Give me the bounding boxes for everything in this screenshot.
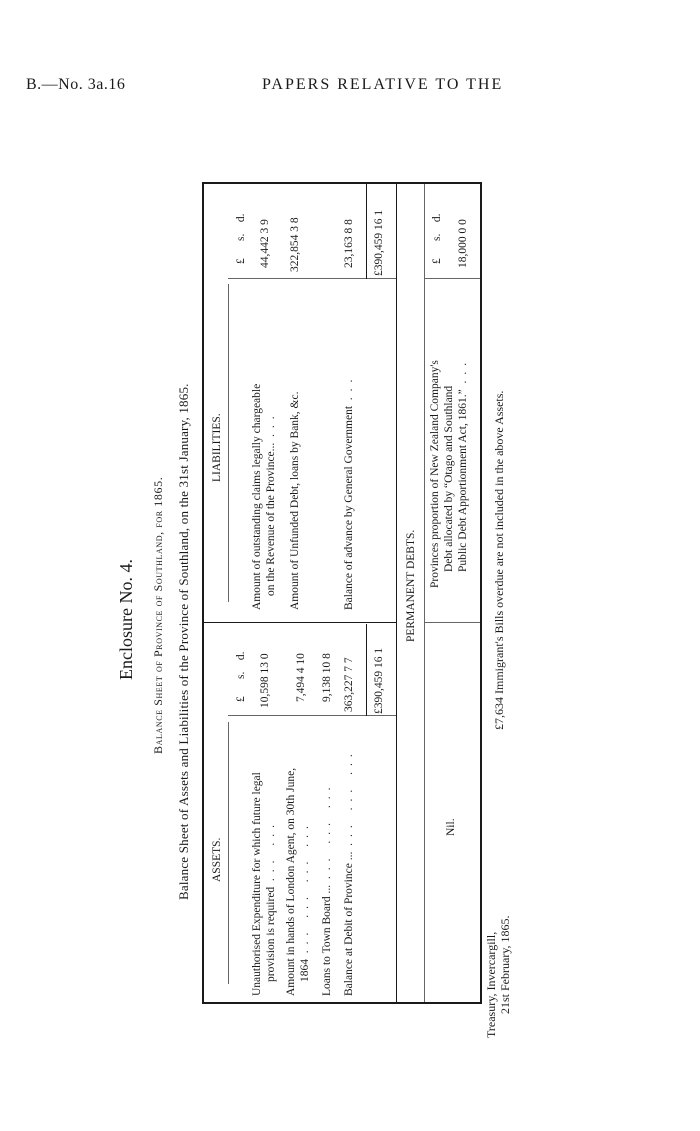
assets-total: £390,459 16 1	[373, 647, 385, 714]
asset-row-4-line1	[342, 748, 356, 996]
liability-row-2-line1: Amount of Unfunded Debt, loans by Bank, &c.	[289, 391, 301, 610]
permanent-currency-units	[430, 214, 444, 264]
footer-place: Treasury, Invercargill,	[484, 931, 498, 1038]
liability-row-3-line1	[342, 374, 356, 610]
liability-row-1-line1: Amount of outstanding claims legally chargeable	[251, 383, 263, 610]
asset-row-1-line1: Unauthorised Expenditure for which future legal	[251, 772, 263, 996]
permanent-right-line2: Debt allocated by “Otago and Southland	[443, 385, 455, 572]
permanent-amount: 18,000 0 0	[457, 219, 469, 268]
pence-unit: d.	[431, 213, 443, 223]
permanent-right-line1: Provinces proportion of New Zealand Company's	[429, 360, 441, 588]
pence-unit: d.	[235, 213, 247, 223]
asset-row-2-line1: Amount in hands of London Agent, on 30th June,	[285, 767, 297, 996]
asset-row-3-line1	[320, 782, 334, 996]
shilling-unit: s.	[235, 233, 247, 241]
column-divider	[204, 622, 396, 623]
pence-unit: d.	[235, 651, 247, 661]
permanent-divider	[424, 622, 480, 623]
liabilities-total: £390,459 16 1	[373, 209, 385, 276]
liability-row-3-dots: ...	[343, 373, 355, 401]
footer-note: £7,634 Immigrant's Bills overdue are not included in the above Assets.	[492, 390, 506, 730]
asset-row-4-text: Balance at Debit of Province ...	[343, 851, 355, 996]
pound-unit: £	[431, 258, 443, 264]
asset-row-2-line2	[298, 820, 312, 982]
liabilities-currency-units	[234, 214, 248, 264]
permanent-right-line3	[456, 357, 470, 572]
asset-row-2-text: 1864	[299, 959, 311, 982]
liability-row-2-amount: 322,854 3 8	[289, 217, 301, 272]
assets-header-rule	[228, 722, 229, 984]
enclosure-heading: Balance Sheet of Province of Southland, for 1865.	[151, 476, 165, 754]
asset-row-3-text: Loans to Town Board ...	[321, 884, 333, 996]
page-reference: B.—No. 3a.16	[26, 76, 126, 93]
assets-amount-divider	[228, 715, 396, 716]
asset-row-2-dots: ... ... ... ...	[299, 820, 311, 954]
permanent-right-dots: ...	[457, 356, 469, 384]
rotated-enclosure	[100, 120, 600, 1060]
permanent-debts-assets: Nil.	[445, 818, 457, 836]
assets-header: ASSETS.	[211, 837, 223, 882]
liability-row-3-amount: 23,163 8 8	[343, 219, 355, 268]
liability-row-1-text: on the Revenue of the Province...	[265, 442, 277, 596]
shilling-unit: s.	[431, 233, 443, 241]
liabilities-total-rule	[366, 183, 367, 279]
liability-row-1-dots: ...	[265, 410, 277, 437]
section-rule	[396, 184, 397, 1002]
asset-row-1-line2	[264, 819, 278, 982]
shilling-unit: s.	[235, 671, 247, 679]
pound-unit: £	[235, 696, 247, 702]
pound-unit: £	[235, 258, 247, 264]
permanent-amount-divider	[424, 278, 480, 279]
permanent-right-text: Public Debt Apportionment Act, 1861.”	[457, 389, 469, 572]
liabilities-header: LIABILITIES.	[211, 413, 223, 482]
balance-table	[202, 182, 482, 1004]
liabilities-header-rule	[228, 284, 229, 602]
permanent-debts-header: PERMANENT DEBTS.	[405, 529, 417, 642]
running-head: PAPERS RELATIVE TO THE	[262, 76, 504, 93]
assets-currency-units	[234, 652, 248, 702]
asset-row-4-amount: 363,227 7 7	[343, 657, 355, 712]
asset-row-4-dots: ... ... ...	[343, 748, 355, 846]
liability-row-3-text: Balance of advance by General Government	[343, 405, 355, 610]
permanent-header-rule	[424, 184, 425, 1002]
asset-row-1-dots: ... ...	[265, 818, 277, 882]
asset-row-1-amount: 10,598 13 0	[259, 653, 271, 708]
enclosure-title: Enclosure No. 4.	[116, 559, 136, 680]
enclosure-subheading: Balance Sheet of Assets and Liabilities of the Province of Southland, on the 31st January, 1865.	[176, 383, 191, 900]
asset-row-2-amount: 7,494 4 10	[295, 653, 307, 702]
asset-row-3-dots: ... ... ...	[321, 781, 333, 880]
footer-date: 21st February, 1865.	[498, 915, 512, 1014]
asset-row-3-amount: 9,138 10 8	[321, 653, 333, 702]
asset-row-1-text: provision is required	[265, 886, 277, 982]
assets-total-rule	[366, 624, 367, 716]
liability-row-1-amount: 44,442 3 9	[259, 219, 271, 268]
liability-row-1-line2	[264, 410, 278, 596]
liabilities-amount-divider	[228, 278, 396, 279]
